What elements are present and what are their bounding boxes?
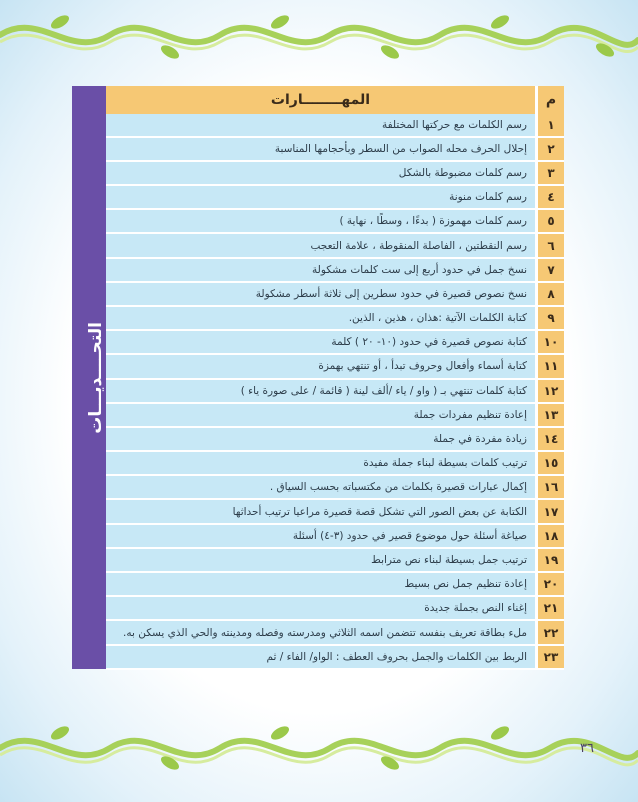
row-number: ١٩ [537, 548, 565, 572]
table-row [72, 137, 564, 161]
table-row [72, 306, 564, 330]
top-vine-decoration [0, 0, 638, 70]
row-skill-text: الربط بين الكلمات والجمل بحروف العطف : الواو/ الفاء / ثم [106, 645, 537, 669]
table-row [72, 403, 564, 427]
row-skill-text: ملء بطاقة تعريف بنفسه تتضمن اسمه الثلاثي ومدرسته وفصله ومدينته والحي الذي يسكن به. [106, 620, 537, 644]
table-row [72, 427, 564, 451]
skills-table [72, 86, 564, 670]
row-skill-text: الكتابة عن بعض الصور التي تشكل قصة قصيرة مراعيا ترتيب أحداثها [106, 499, 537, 523]
row-skill-text: نسخ نصوص قصيرة في حدود سطرين إلى ثلاثة أسطر مشكولة [106, 282, 537, 306]
row-number: ١١ [537, 354, 565, 378]
table-row [72, 596, 564, 620]
header-number: م [537, 86, 565, 114]
row-skill-text: إعادة تنظيم مفردات جملة [106, 403, 537, 427]
table-row [72, 572, 564, 596]
bottom-vine-decoration [0, 718, 638, 788]
row-number: ٢٢ [537, 620, 565, 644]
row-skill-text: كتابة الكلمات الآتية :هذان ، هذين ، الذين. [106, 306, 537, 330]
row-skill-text: زيادة مفردة في جملة [106, 427, 537, 451]
table-row [72, 499, 564, 523]
row-skill-text: كتابة كلمات تنتهي بـ ( واو / ياء /ألف لينة ( قائمة / على صورة ياء ) [106, 379, 537, 403]
row-number: ٢١ [537, 596, 565, 620]
row-skill-text: إغناء النص بجملة جديدة [106, 596, 537, 620]
row-number: ٨ [537, 282, 565, 306]
row-number: ٦ [537, 233, 565, 257]
row-number: ١٦ [537, 475, 565, 499]
row-number: ٢٣ [537, 645, 565, 669]
row-number: ٣ [537, 161, 565, 185]
row-skill-text: كتابة أسماء وأفعال وحروف تبدأ ، أو تنتهي بهمزة [106, 354, 537, 378]
row-skill-text: رسم الكلمات مع حركتها المختلفة [106, 114, 537, 137]
row-number: ١٠ [537, 330, 565, 354]
table-row [72, 524, 564, 548]
row-number: ٢ [537, 137, 565, 161]
row-number: ١٤ [537, 427, 565, 451]
page-number: ٣٦ [580, 741, 594, 756]
table-row [72, 354, 564, 378]
side-title-cell [72, 86, 106, 669]
table-row [72, 114, 564, 137]
table-row [72, 645, 564, 669]
row-number: ٩ [537, 306, 565, 330]
row-skill-text: رسم كلمات مضبوطة بالشكل [106, 161, 537, 185]
row-skill-text: إعادة تنظيم جمل نص بسيط [106, 572, 537, 596]
row-number: ١٨ [537, 524, 565, 548]
row-number: ١٣ [537, 403, 565, 427]
row-skill-text: إحلال الحرف محله الصواب من السطر وبأحجامها المناسبة [106, 137, 537, 161]
row-number: ١٥ [537, 451, 565, 475]
table-row [72, 258, 564, 282]
table-row [72, 330, 564, 354]
row-skill-text: نسخ جمل في حدود أربع إلى ست كلمات مشكولة [106, 258, 537, 282]
table-row [72, 209, 564, 233]
table-row [72, 475, 564, 499]
table-row [72, 379, 564, 403]
row-number: ٢٠ [537, 572, 565, 596]
row-skill-text: رسم النقطتين ، الفاصلة المنقوطة ، علامة التعجب [106, 233, 537, 257]
row-skill-text: ترتيب جمل بسيطة لبناء نص مترابط [106, 548, 537, 572]
row-skill-text: إكمال عبارات قصيرة بكلمات من مكتسباته بحسب السياق . [106, 475, 537, 499]
row-number: ٧ [537, 258, 565, 282]
row-number: ١٢ [537, 379, 565, 403]
row-skill-text: كتابة نصوص قصيرة في حدود (١٠- ٢٠ ) كلمة [106, 330, 537, 354]
row-skill-text: رسم كلمات مهموزة ( بدءًا ، وسطًا ، نهاية ) [106, 209, 537, 233]
table-row [72, 620, 564, 644]
row-skill-text: رسم كلمات منونة [106, 185, 537, 209]
table-row [72, 548, 564, 572]
row-number: ٥ [537, 209, 565, 233]
row-skill-text: ترتيب كلمات بسيطة لبناء جملة مفيدة [106, 451, 537, 475]
side-title: التحــــديـــات [86, 321, 106, 434]
skills-table-container [72, 86, 564, 670]
header-skills: المهــــــــارات [106, 86, 537, 114]
row-skill-text: صياغة أسئلة حول موضوع قصير في حدود (٣-٤) أسئلة [106, 524, 537, 548]
table-row [72, 185, 564, 209]
row-number: ١ [537, 114, 565, 137]
table-row [72, 233, 564, 257]
row-number: ١٧ [537, 499, 565, 523]
table-row [72, 451, 564, 475]
table-header-row [72, 86, 564, 114]
table-row [72, 161, 564, 185]
table-row [72, 282, 564, 306]
row-number: ٤ [537, 185, 565, 209]
